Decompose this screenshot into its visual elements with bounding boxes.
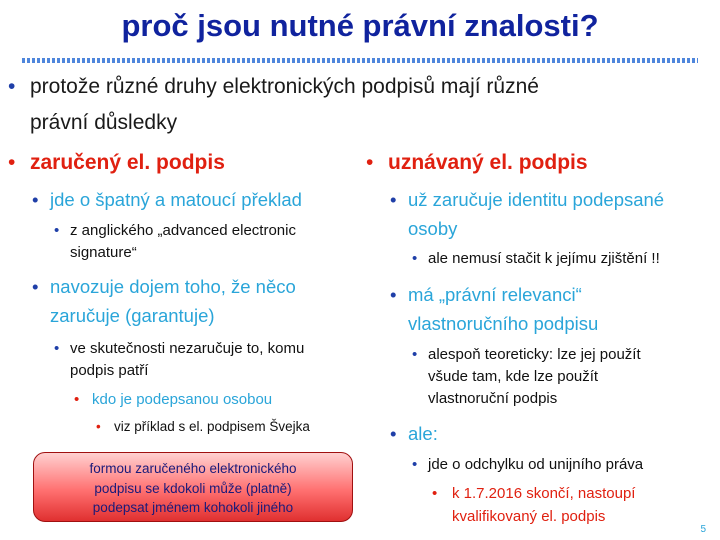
right-sub3-detail: jde o odchylku od unijního práva bbox=[428, 456, 644, 473]
right-sub2-detail-line2: všude tam, kde lze použít bbox=[428, 368, 599, 385]
right-sub3-sub-line1: k 1.7.2016 skončí, nastoupí bbox=[452, 485, 636, 502]
bullet-icon: • bbox=[412, 250, 418, 267]
left-sub2-line1: navozuje dojem toho, že něco bbox=[50, 276, 296, 297]
callout-line3: podepsat jménem kohokoli jiného bbox=[92, 500, 294, 516]
bullet-icon: • bbox=[412, 346, 418, 363]
right-sub1-line1: už zaručuje identitu podepsané bbox=[408, 189, 665, 210]
right-sub2-line1: má „právní relevanci“ bbox=[408, 284, 582, 305]
page-number: 5 bbox=[700, 524, 706, 535]
right-heading: uznávaný el. podpis bbox=[388, 151, 588, 174]
bullet-icon: • bbox=[8, 75, 16, 98]
bullet-icon: • bbox=[74, 391, 80, 408]
bullet-icon: • bbox=[390, 423, 397, 444]
callout-box bbox=[33, 452, 353, 522]
bullet-icon: • bbox=[96, 419, 101, 434]
bullet-icon: • bbox=[432, 485, 438, 502]
right-sub2-detail-line3: vlastnoruční podpis bbox=[428, 390, 558, 407]
left-sub1-detail-line1: z anglického „advanced electronic bbox=[70, 222, 296, 239]
left-sub2-detail-sub: kdo je podepsanou osobou bbox=[92, 391, 273, 408]
left-sub2-detail-sub2: viz příklad s el. podpisem Švejka bbox=[114, 419, 310, 434]
intro-text-line2: právní důsledky bbox=[30, 111, 178, 134]
callout-line2: podpisu se kdokoli může (platně) bbox=[94, 480, 292, 496]
bullet-icon: • bbox=[390, 284, 397, 305]
right-sub2-detail-line1: alespoň teoreticky: lze jej použít bbox=[428, 346, 641, 363]
bullet-icon: • bbox=[32, 189, 39, 210]
left-sub2-detail-line1: ve skutečnosti nezaručuje to, komu bbox=[70, 340, 305, 357]
left-sub1: jde o špatný a matoucí překlad bbox=[50, 189, 302, 210]
left-heading: zaručený el. podpis bbox=[30, 151, 225, 174]
title-bar bbox=[0, 0, 720, 62]
bullet-icon: • bbox=[412, 456, 418, 473]
right-sub1-detail: ale nemusí stačit k jejímu zjištění !! bbox=[428, 250, 660, 267]
right-sub2-line2: vlastnoručního podpisu bbox=[408, 313, 599, 334]
slide-title: proč jsou nutné právní znalosti? bbox=[121, 8, 599, 43]
left-sub2-line2: zaručuje (garantuje) bbox=[50, 305, 215, 326]
bullet-icon: • bbox=[366, 151, 374, 174]
callout-line1: formou zaručeného elektronického bbox=[89, 461, 297, 476]
right-sub3-sub-line2: kvalifikovaný el. podpis bbox=[452, 508, 606, 525]
bullet-icon: • bbox=[54, 340, 60, 357]
bullet-icon: • bbox=[390, 189, 397, 210]
left-sub1-detail-line2: signature“ bbox=[70, 244, 137, 261]
bullet-icon: • bbox=[32, 276, 39, 297]
right-sub1-line2: osoby bbox=[408, 218, 458, 239]
title-underline bbox=[22, 58, 698, 63]
left-sub2-detail-line2: podpis patří bbox=[70, 362, 149, 379]
right-sub3: ale: bbox=[408, 423, 438, 444]
bullet-icon: • bbox=[54, 222, 60, 239]
bullet-icon: • bbox=[8, 151, 16, 174]
intro-text-line1: protože různé druhy elektronických podpisů mají různé bbox=[30, 75, 539, 98]
